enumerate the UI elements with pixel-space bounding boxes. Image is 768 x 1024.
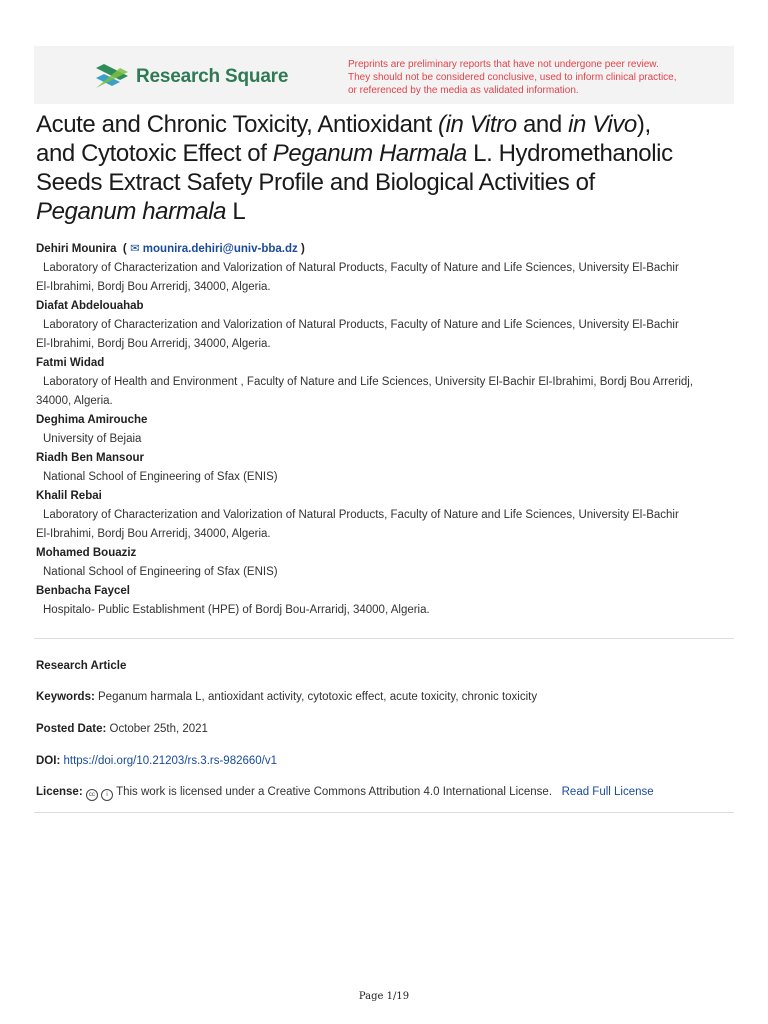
- research-square-logo[interactable]: [94, 64, 288, 90]
- author-email-link[interactable]: ✉ mounira.dehiri@univ-bba.dz: [129, 243, 298, 255]
- author-name: Diafat Abdelouahab: [36, 300, 144, 312]
- posted-date: Posted Date: October 25th, 2021: [36, 723, 208, 735]
- paper-title: [36, 110, 736, 226]
- disclaimer-line: Preprints are preliminary reports that have not undergone peer review.: [348, 59, 659, 70]
- title-text: Seeds Extract Safety Profile and Biological Activities of: [36, 169, 595, 196]
- author-name: Dehiri Mounira: [36, 243, 117, 255]
- author-affiliation: El-Ibrahimi, Bordj Bou Arreridj, 34000, Algeria.: [36, 281, 271, 293]
- author-affiliation: El-Ibrahimi, Bordj Bou Arreridj, 34000, Algeria.: [36, 528, 271, 540]
- disclaimer-line: They should not be considered conclusive, used to inform clinical practice,: [348, 72, 677, 83]
- doi-link[interactable]: https://doi.org/10.21203/rs.3.rs-982660/v1: [63, 755, 278, 767]
- divider: [34, 812, 734, 813]
- keywords: Keywords: Peganum harmala L, antioxidant activity, cytotoxic effect, acute toxicity, chronic toxicity: [36, 691, 538, 703]
- author-affiliation: Laboratory of Health and Environment , Faculty of Nature and Life Sciences, University El-Bachir El-Ibrahimi, Bordj Bou Arreridj,: [43, 376, 694, 388]
- author-affiliation: Hospitalo- Public Establishment (HPE) of Bordj Bou-Arraridj, 34000, Algeria.: [43, 604, 430, 616]
- title-text: and: [516, 111, 569, 138]
- title-text: L: [226, 198, 246, 225]
- author-affiliation: Laboratory of Characterization and Valorization of Natural Products, Faculty of Nature and Life Sciences, University El-Bachir: [43, 319, 679, 331]
- divider: [34, 638, 734, 639]
- author-entry: [36, 411, 736, 448]
- author-list: [36, 240, 736, 620]
- author-affiliation: National School of Engineering of Sfax (ENIS): [43, 566, 278, 578]
- author-affiliation: National School of Engineering of Sfax (ENIS): [43, 471, 278, 483]
- title-italic: Peganum harmala: [36, 198, 227, 225]
- research-square-logo-icon: [94, 64, 130, 90]
- author-entry: [36, 582, 736, 619]
- author-affiliation: Laboratory of Characterization and Valorization of Natural Products, Faculty of Nature and Life Sciences, University El-Bachir: [43, 262, 679, 274]
- envelope-icon: ✉: [129, 243, 140, 255]
- page-number: Page 1/19: [358, 991, 410, 1002]
- brand-name: Research Square: [136, 66, 289, 87]
- author-affiliation: 34000, Algeria.: [36, 395, 113, 407]
- title-text: L. Hydromethanolic: [466, 140, 673, 167]
- author-name: Deghima Amirouche: [36, 414, 148, 426]
- author-affiliation: El-Ibrahimi, Bordj Bou Arreridj, 34000, Algeria.: [36, 338, 271, 350]
- author-name: Riadh Ben Mansour: [36, 452, 144, 464]
- author-affiliation: University of Bejaia: [43, 433, 142, 445]
- title-text: Acute and Chronic Toxicity, Antioxidant: [36, 111, 439, 138]
- author-affiliation: Laboratory of Characterization and Valorization of Natural Products, Faculty of Nature and Life Sciences, University El-Bachir: [43, 509, 679, 521]
- read-full-license-link[interactable]: Read Full License: [561, 786, 654, 798]
- author-entry: [36, 297, 736, 353]
- author-name: Fatmi Widad: [36, 357, 105, 369]
- preprint-disclaimer: [348, 58, 728, 97]
- license: License: cc i This work is licensed under a Creative Commons Attribution 4.0 International License. Read Full License: [36, 786, 654, 801]
- disclaimer-line: or referenced by the media as validated information.: [348, 85, 579, 96]
- doi: DOI: https://doi.org/10.21203/rs.3.rs-982660/v1: [36, 755, 278, 767]
- author-entry: Dehiri Mounira ( ✉ mounira.dehiri@univ-bba.dz ) Laboratory of Characterization and Valorization of Natural Products, Faculty of Nature and Life Sciences, University El-Bachir El-Ibrahimi, Bordj Bou Arreridj, 34000, Algeria.: [36, 240, 736, 296]
- author-name: Benbacha Faycel: [36, 585, 130, 597]
- creative-commons-icon: cc: [86, 789, 98, 801]
- author-entry: [36, 354, 736, 410]
- title-italic: in Vivo: [568, 111, 637, 138]
- author-entry: [36, 544, 736, 581]
- attribution-icon: i: [101, 789, 113, 801]
- title-italic: Peganum Harmala: [272, 140, 467, 167]
- article-type: Research Article: [36, 660, 127, 672]
- author-entry: [36, 449, 736, 486]
- title-text: and Cytotoxic Effect of: [36, 140, 273, 167]
- title-text: ),: [636, 111, 651, 138]
- title-italic: (in Vitro: [438, 111, 517, 138]
- author-name: Khalil Rebai: [36, 490, 102, 502]
- author-entry: [36, 487, 736, 543]
- author-name: Mohamed Bouaziz: [36, 547, 137, 559]
